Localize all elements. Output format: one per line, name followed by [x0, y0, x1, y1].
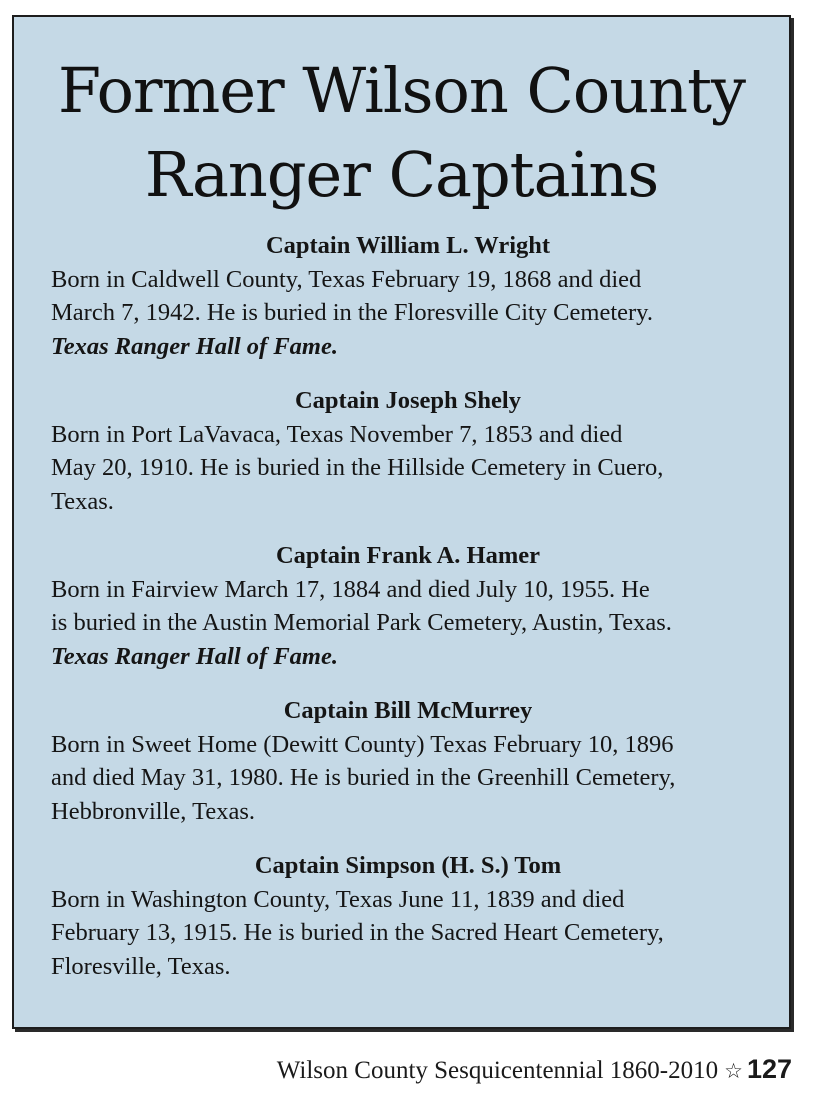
bio-line: Born in Fairview March 17, 1884 and died July 10, 1955. He — [51, 575, 650, 603]
hall-of-fame-note: Texas Ranger Hall of Fame. — [51, 642, 338, 670]
bio-line: Floresville, Texas. — [51, 952, 231, 980]
captain-bio — [51, 418, 765, 519]
captain-entry — [51, 849, 765, 983]
page-number: 127 — [746, 1054, 792, 1084]
bio-line: is buried in the Austin Memorial Park Cemetery, Austin, Texas. — [51, 609, 672, 636]
bio-line: February 13, 1915. He is buried in the Sacred Heart Cemetery, — [51, 919, 664, 946]
captain-list — [51, 229, 765, 1004]
title-line-1: Former Wilson County — [57, 54, 746, 127]
captain-bio — [51, 728, 765, 829]
captain-name: Captain Bill McMurrey — [283, 697, 533, 724]
bio-line: Hebbronville, Texas. — [51, 797, 255, 825]
captain-name: Captain Simpson (H. S.) Tom — [254, 852, 562, 879]
captain-entry — [51, 229, 765, 363]
captain-name: Captain Joseph Shely — [294, 387, 521, 414]
bio-line: Texas. — [51, 487, 114, 515]
page-title — [14, 49, 789, 217]
captain-bio — [51, 263, 765, 330]
footer-text: Wilson County Sesquicentennial 1860-2010 — [276, 1057, 719, 1084]
bio-line: Born in Port LaVavaca, Texas November 7, 1853 and died — [51, 420, 623, 448]
hall-of-fame-note: Texas Ranger Hall of Fame. — [51, 332, 338, 360]
captain-entry — [51, 694, 765, 828]
bio-line: and died May 31, 1980. He is buried in the Greenhill Cemetery, — [51, 764, 676, 791]
captain-bio — [51, 573, 765, 640]
star-outline-icon: ☆ — [724, 1059, 743, 1083]
page-footer — [277, 1054, 792, 1085]
captains-panel — [12, 15, 791, 1029]
bio-line: March 7, 1942. He is buried in the Floresville City Cemetery. — [51, 299, 653, 326]
title-line-2: Ranger Captains — [144, 138, 659, 211]
captain-entry — [51, 539, 765, 673]
captain-entry — [51, 384, 765, 518]
bio-line: May 20, 1910. He is buried in the Hillside Cemetery in Cuero, — [51, 454, 664, 481]
captain-name: Captain William L. Wright — [265, 232, 551, 259]
captain-name: Captain Frank A. Hamer — [275, 542, 541, 569]
bio-line: Born in Caldwell County, Texas February 19, 1868 and died — [51, 265, 642, 293]
bio-line: Born in Sweet Home (Dewitt County) Texas February 10, 1896 — [51, 730, 674, 758]
bio-line: Born in Washington County, Texas June 11, 1839 and died — [51, 885, 625, 913]
captain-bio — [51, 883, 765, 984]
